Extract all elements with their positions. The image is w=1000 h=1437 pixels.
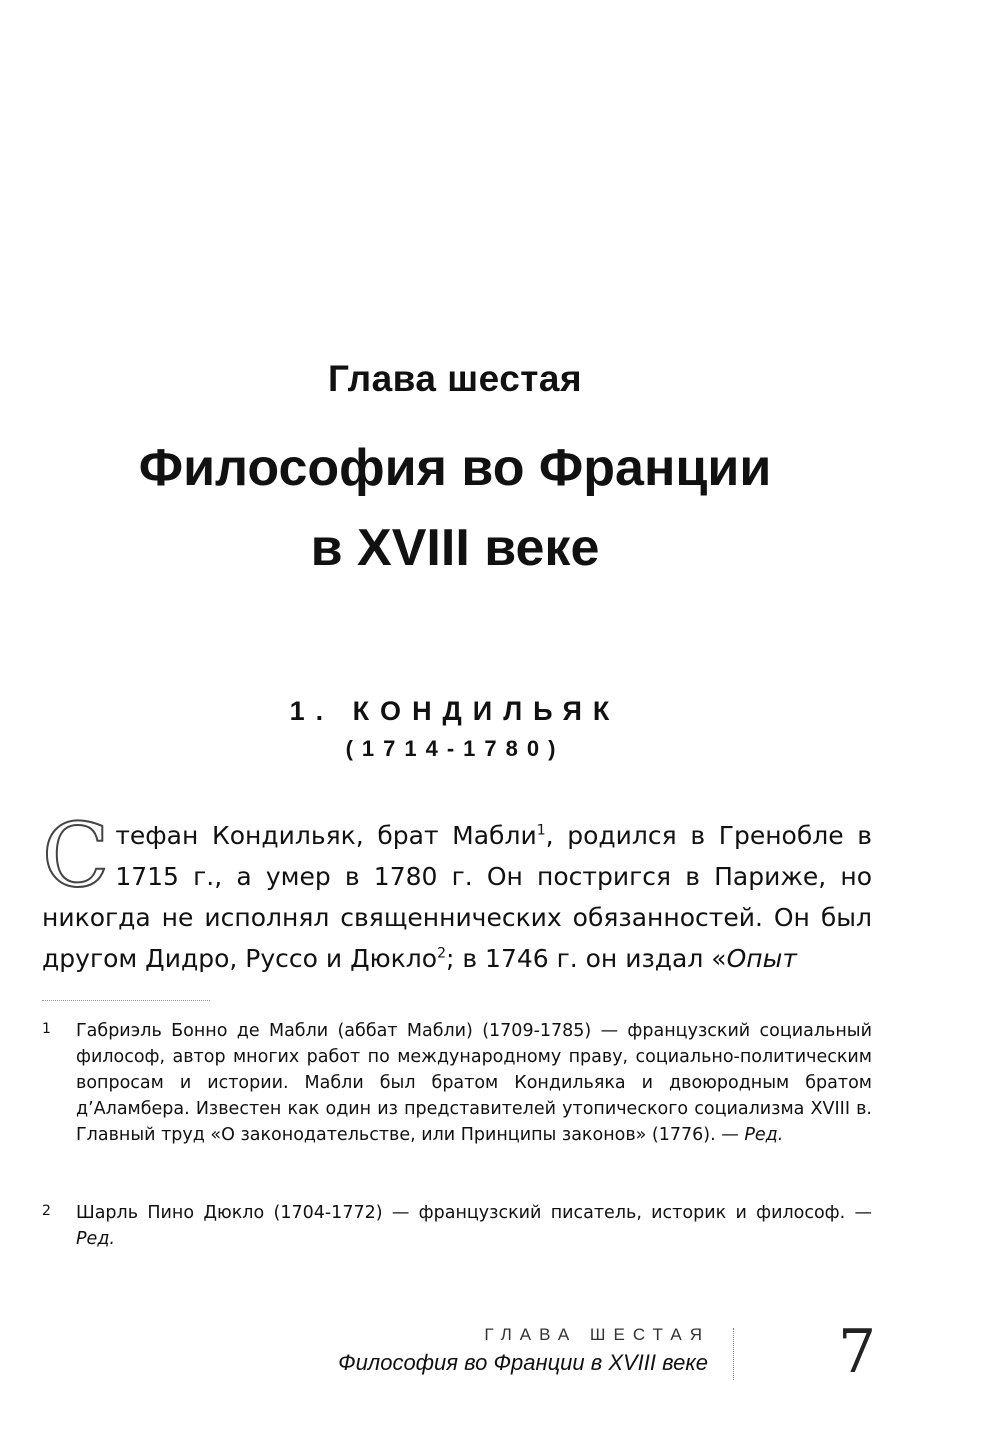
footnote-1: [42, 1018, 872, 1148]
chapter-title: [0, 428, 910, 588]
section-heading: 1. КОНДИЛЬЯК: [289, 696, 621, 726]
footer-divider: [733, 1328, 734, 1380]
body-italic-text: Опыт: [726, 944, 797, 973]
running-footer-title: Философия во Франции в XVIII веке: [338, 1350, 708, 1375]
footnote-2: [42, 1200, 872, 1252]
footnote-text: [76, 1200, 872, 1252]
footnote-ref-2[interactable]: 2: [437, 945, 446, 962]
footnote-ref-1[interactable]: 1: [536, 822, 546, 839]
footnote-body: Габриэль Бонно де Мабли (аббат Мабли) (1709-1785) — французский социальный философ, автор многих работ по международному праву, социально-политическим вопросам и истории. Мабли был братом Кондильяка и двоюродным братом д’Аламбера. Известен как один из представителей утопического социализма XVIII в. Главный труд «О законодательстве, или Принципы законов» (1776). —: [76, 1021, 872, 1145]
chapter-label: Глава шестая: [327, 358, 583, 399]
body-text-part-2: , родился в Гренобле в 1715 г., а умер в 1780 г. Он постригся в Париже, но никогда не исполнял священнических обязанностей. Он был другом Дидро, Руссо и Дюкло: [42, 821, 873, 973]
editor-note: Ред.: [76, 1229, 115, 1249]
chapter-title-line-1: Философия во Франции: [138, 439, 772, 497]
footnote-text: [76, 1018, 872, 1148]
body-text-part-1: тефан Кондильяк, брат Мабли: [115, 821, 537, 850]
page-number: 7: [838, 1317, 877, 1387]
footnote-number: 2: [42, 1203, 51, 1219]
running-footer-label: ГЛАВА ШЕСТАЯ: [484, 1325, 710, 1344]
body-paragraph: [42, 804, 873, 979]
footnote-body: Шарль Пино Дюкло (1704-1772) — французский писатель, историк и философ. —: [76, 1203, 872, 1223]
section-years: (1714-1780): [345, 736, 565, 761]
chapter-title-line-2: в XVIII веке: [310, 519, 600, 577]
footnote-number: 1: [42, 1021, 51, 1037]
editor-note: Ред.: [744, 1125, 784, 1145]
footnote-divider: [42, 1000, 210, 1001]
body-text-part-3: ; в 1746 г. он издал «: [445, 944, 727, 973]
drop-cap: С: [42, 804, 110, 907]
